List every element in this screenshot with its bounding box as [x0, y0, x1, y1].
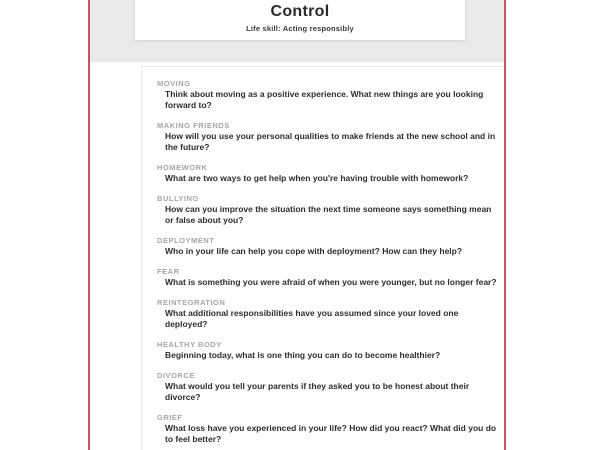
qa-section — [157, 371, 504, 403]
section-question: What additional responsibilities have you assumed since your loved one deployed? — [165, 308, 459, 329]
title-card — [135, 0, 465, 40]
qa-section — [157, 413, 504, 445]
section-question: Who in your life can help you cope with deployment? How can they help? — [165, 246, 463, 256]
qa-section — [157, 79, 504, 111]
qa-section — [157, 298, 504, 330]
qa-section — [157, 340, 504, 361]
qa-list — [142, 67, 504, 445]
qa-section — [157, 236, 504, 257]
content-card — [141, 66, 504, 450]
worksheet-page — [88, 0, 506, 450]
section-question: What would you tell your parents if they asked you to be honest about their divorce? — [165, 381, 470, 402]
page-subtitle: Life skill: Acting responsibly — [246, 24, 354, 33]
section-question: What are two ways to get help when you're having trouble with homework? — [165, 173, 469, 183]
qa-section — [157, 121, 504, 153]
section-question: How can you improve the situation the next time someone says something mean or false about you? — [165, 204, 492, 225]
section-label: BULLYING — [157, 194, 199, 203]
section-label: DIVORCE — [157, 371, 195, 380]
qa-section — [157, 267, 504, 288]
qa-section — [157, 163, 504, 184]
section-question: Think about moving as a positive experience. What new things are you looking forward to? — [165, 89, 484, 110]
header-band — [90, 0, 504, 62]
section-label: MAKING FRIENDS — [157, 121, 230, 130]
section-question: What loss have you experienced in your life? How did you react? What did you do to feel better? — [165, 423, 497, 444]
section-label: GRIEF — [157, 413, 183, 422]
section-label: DEPLOYMENT — [157, 236, 215, 245]
section-label: HOMEWORK — [157, 163, 208, 172]
section-question: Beginning today, what is one thing you can do to become healthier? — [165, 350, 441, 360]
section-label: HEALTHY BODY — [157, 340, 222, 349]
section-question: What is something you were afraid of when you were younger, but no longer fear? — [165, 277, 497, 287]
section-label: MOVING — [157, 79, 191, 88]
section-label: FEAR — [157, 267, 180, 276]
section-question: How will you use your personal qualities to make friends at the new school and in the future? — [165, 131, 496, 152]
page-title: Control — [270, 3, 330, 20]
qa-section — [157, 194, 504, 226]
section-label: REINTEGRATION — [157, 298, 226, 307]
